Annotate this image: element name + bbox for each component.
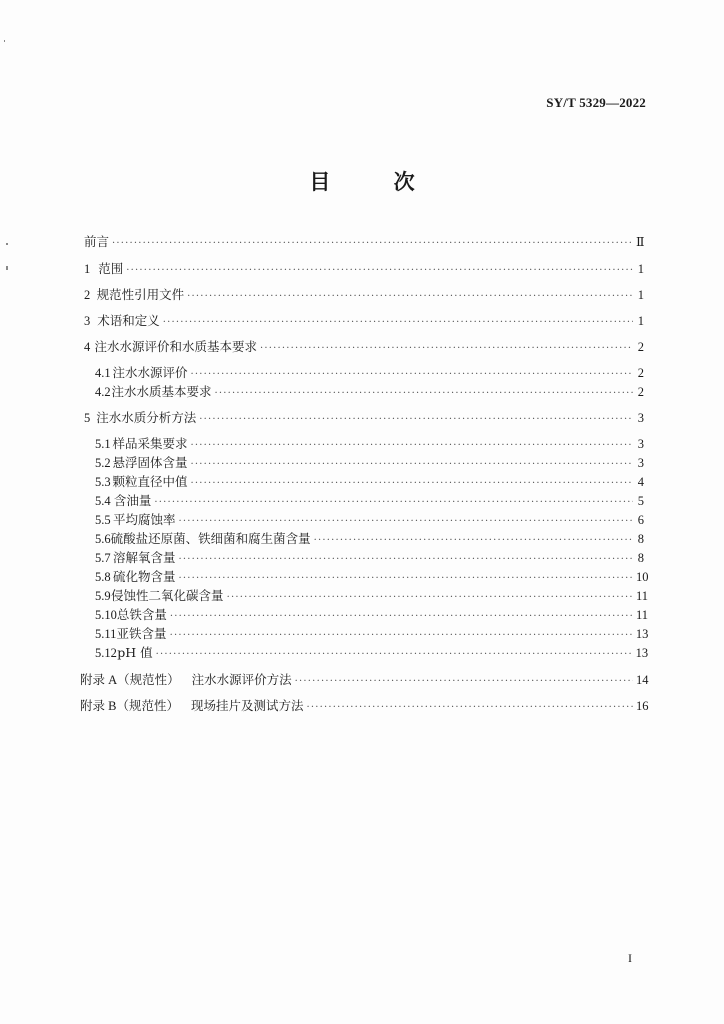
toc-dot-leader — [178, 514, 633, 530]
toc-entry-page: 8 — [637, 551, 644, 565]
toc-entry-label: 注水水源评价方法 — [191, 672, 292, 687]
toc-dot-leader — [295, 674, 633, 690]
toc-entry-5-12[interactable] — [95, 645, 649, 663]
toc-dot-leader — [154, 495, 633, 511]
toc-entry-page: 3 — [637, 437, 644, 451]
toc-entry-number: 4.2 — [95, 385, 111, 399]
toc-title: 目 次 — [309, 169, 443, 194]
toc-entry-label: 侵蚀性二氧化碳含量 — [111, 588, 224, 603]
toc-entry-5-4[interactable] — [95, 493, 644, 511]
toc-entry-number: 5.6 — [95, 532, 111, 546]
toc-entry-label: 硫化物含量 — [112, 569, 176, 584]
toc-entry-label: 含油量 — [113, 493, 152, 508]
toc-dot-leader — [170, 609, 633, 625]
toc-entry-4-1[interactable] — [95, 365, 644, 383]
toc-entry-page: 2 — [637, 366, 644, 380]
toc-entry-page: 11 — [636, 589, 649, 603]
toc-entry-label: 总铁含量 — [116, 607, 167, 622]
toc-entry-label: 硫酸盐还原菌、铁细菌和腐生菌含量 — [110, 531, 311, 546]
toc-entry-5-2[interactable] — [95, 455, 644, 473]
toc-entry-label: 溶解氧含量 — [112, 550, 176, 565]
toc-entry-4-2[interactable] — [95, 384, 644, 402]
toc-entry-number: 5.7 — [95, 551, 111, 565]
toc-dot-leader — [163, 315, 633, 331]
toc-entry-5-1[interactable] — [95, 436, 644, 454]
toc-entry-label: 颗粒直径中值 — [112, 474, 188, 489]
toc-entry-number: 5.5 — [95, 513, 111, 527]
toc-entry-number: 5.12 — [95, 646, 117, 660]
toc-dot-leader — [190, 438, 633, 454]
toc-entry-label: 范围 — [98, 261, 124, 276]
toc-entry-5-10[interactable] — [95, 607, 649, 625]
toc-entry-5-8[interactable] — [95, 569, 649, 587]
toc-entry-5-7[interactable] — [95, 550, 644, 568]
toc-dot-leader — [178, 552, 633, 568]
toc-entry-page: 3 — [637, 456, 644, 470]
toc-entry-page: 13 — [635, 646, 649, 660]
toc-entry-label: 规范性引用文件 — [96, 287, 185, 302]
toc-entry-label: 悬浮固体含量 — [112, 455, 188, 470]
toc-dot-leader — [306, 700, 633, 716]
toc-entry-label: 平均腐蚀率 — [112, 512, 176, 527]
toc-entry-annex-b[interactable] — [80, 698, 649, 716]
toc-entry-5-5[interactable] — [95, 512, 644, 530]
toc-entry-label: 样品采集要求 — [112, 436, 188, 451]
scan-speck — [6, 243, 8, 245]
toc-entry-page: 1 — [637, 288, 644, 302]
toc-entry-5-11[interactable] — [95, 626, 649, 644]
toc-dot-leader — [314, 533, 633, 549]
toc-entry-number: 4 — [84, 340, 91, 354]
toc-entry-page: 16 — [636, 699, 649, 713]
toc-entry-page: 2 — [637, 385, 644, 399]
toc-entry-number: 附录 A（规范性） — [80, 673, 180, 687]
toc-entry-number: 5 — [84, 411, 91, 425]
toc-entry-number: 5.3 — [95, 475, 111, 489]
toc-entry-page: 14 — [636, 673, 649, 687]
toc-entry-page: 3 — [637, 411, 644, 425]
toc-dot-leader — [187, 289, 633, 305]
toc-entry-number: 5.8 — [95, 570, 111, 584]
toc-entry-number: 1 — [84, 262, 91, 276]
toc-dot-leader — [227, 590, 633, 606]
toc-dot-leader — [156, 647, 633, 663]
toc-entry-page: 1 — [637, 262, 644, 276]
toc-dot-leader — [126, 263, 633, 279]
toc-dot-leader — [112, 236, 633, 252]
toc-entry-page: 6 — [637, 513, 644, 527]
toc-entry-number: 4.1 — [95, 366, 111, 380]
toc-entry-number: 2 — [84, 288, 91, 302]
toc-entry-page: 5 — [637, 494, 644, 508]
toc-entry-number: 5.4 — [95, 494, 111, 508]
toc-entry-number: 5.11 — [95, 627, 117, 641]
toc-entry-label: 亚铁含量 — [116, 626, 167, 641]
toc-entry-number: 5.2 — [95, 456, 111, 470]
toc-entry-number: 3 — [84, 314, 91, 328]
toc-entry-2[interactable] — [84, 287, 644, 305]
toc-entry-label: pH 值 — [117, 645, 153, 660]
toc-entry-page: 10 — [635, 570, 649, 584]
toc-dot-leader — [190, 476, 633, 492]
toc-entry-label: 注水水源评价 — [112, 365, 188, 380]
toc-dot-leader — [260, 341, 633, 357]
page-number: I — [628, 951, 632, 965]
toc-entry-label: 注水水质基本要求 — [111, 384, 212, 399]
toc-dot-leader — [199, 412, 633, 428]
toc-entry-5-6[interactable] — [95, 531, 644, 549]
scan-speck — [6, 266, 8, 270]
toc-entry-page: 4 — [637, 475, 644, 489]
toc-entry-label: 前言 — [84, 234, 110, 249]
toc-entry-number: 5.9 — [95, 589, 111, 603]
toc-dot-leader — [190, 367, 633, 383]
toc-entry-page: 13 — [635, 627, 649, 641]
toc-entry-page: 11 — [636, 608, 649, 622]
toc-entry-label: 注水水质分析方法 — [96, 410, 197, 425]
toc-entry-label: 现场挂片及测试方法 — [190, 698, 304, 713]
toc-dot-leader — [190, 457, 633, 473]
toc-entry-number: 5.10 — [95, 608, 117, 622]
toc-entry-page: 1 — [637, 314, 644, 328]
toc-entry-foreword[interactable] — [84, 234, 644, 252]
toc-entry-page: 8 — [637, 532, 644, 546]
toc-entry-1[interactable] — [84, 261, 644, 279]
toc-entry-page: 2 — [637, 340, 644, 354]
toc-entry-label: 术语和定义 — [97, 313, 160, 328]
toc-dot-leader — [170, 628, 633, 644]
toc-entry-number: 附录 B（规范性） — [80, 699, 179, 713]
scan-speck — [4, 40, 5, 42]
toc-entry-number: 5.1 — [95, 437, 111, 451]
toc-entry-page: Ⅱ — [636, 235, 645, 249]
toc-entry-3[interactable] — [84, 313, 644, 331]
toc-dot-leader — [215, 386, 633, 402]
toc-entry-5-9[interactable] — [95, 588, 649, 606]
toc-entry-annex-a[interactable] — [80, 672, 649, 690]
toc-entry-4[interactable] — [84, 339, 644, 357]
toc-entry-5[interactable] — [84, 410, 644, 428]
toc-dot-leader — [178, 571, 633, 587]
standard-code: SY/T 5329—2022 — [546, 95, 646, 110]
toc-entry-label: 注水水源评价和水质基本要求 — [94, 339, 258, 354]
toc-entry-5-3[interactable] — [95, 474, 644, 492]
